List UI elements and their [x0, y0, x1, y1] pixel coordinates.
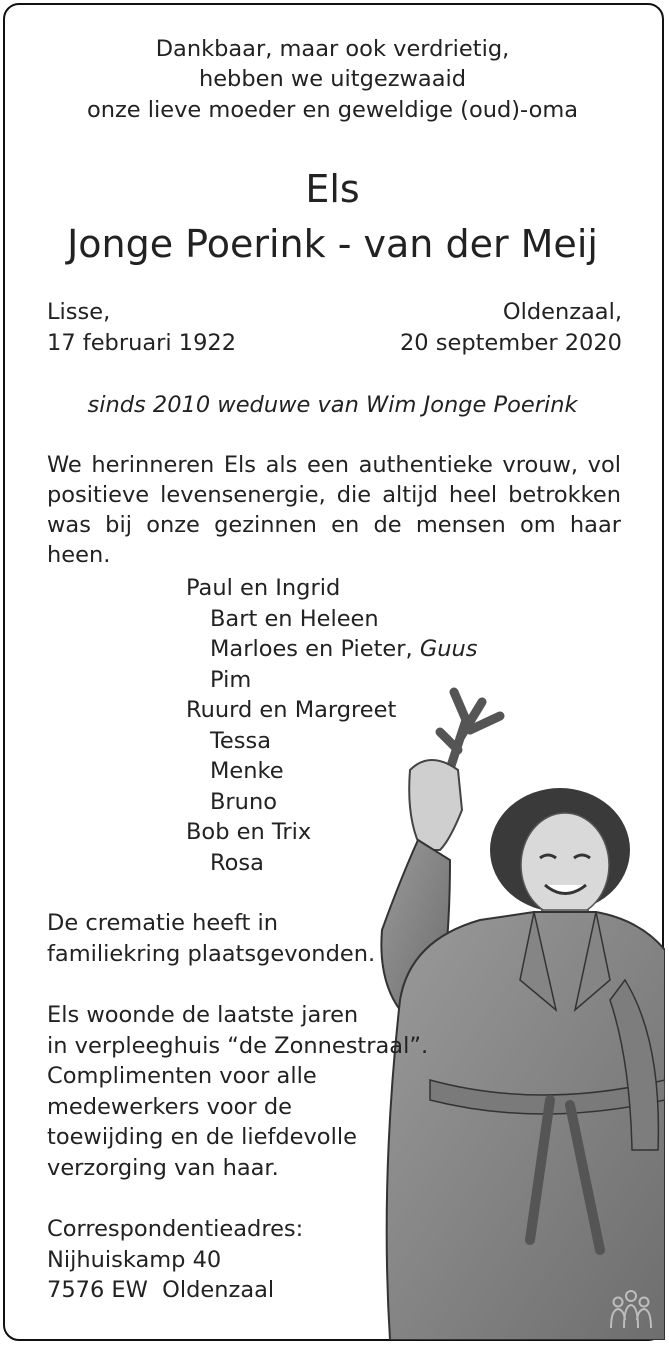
care-line-5: toewijding en de liefdevolle: [47, 1124, 357, 1150]
family-line: Pim: [210, 667, 252, 693]
family-line: Paul en Ingrid: [186, 575, 341, 601]
family-line: Ruurd en Margreet: [186, 697, 397, 723]
full-name: Jonge Poerink - van der Meij: [67, 222, 598, 266]
birth-place: Lisse,: [47, 299, 111, 325]
cremation-line-2: familiekring plaatsgevonden.: [47, 941, 376, 967]
correspondence-city: 7576 EW Oldenzaal: [47, 1277, 275, 1303]
death-date: 20 september 2020: [399, 330, 622, 356]
intro-line-1: Dankbaar, maar ook verdrietig,: [155, 36, 510, 62]
care-line-2: in verpleeghuis “de Zonnestraal”.: [47, 1033, 429, 1059]
death-place: Oldenzaal,: [502, 299, 622, 325]
family-name-italic: Guus: [419, 636, 478, 662]
cremation-line-1: De crematie heeft in: [47, 910, 279, 936]
correspondence-label: Correspondentieadres:: [47, 1216, 304, 1242]
intro-line-3: onze lieve moeder en geweldige (oud)-oma: [86, 97, 579, 123]
woman-waving-photo: [370, 680, 665, 1340]
care-line-4: medewerkers voor de: [47, 1094, 292, 1120]
family-line: Tessa: [210, 728, 271, 754]
care-line-6: verzorging van haar.: [47, 1155, 279, 1181]
correspondence-street: Nijhuiskamp 40: [47, 1247, 222, 1273]
birth-date: 17 februari 1922: [47, 330, 237, 356]
first-name: Els: [305, 167, 360, 211]
family-line: Bob en Trix: [186, 819, 312, 845]
care-line-1: Els woonde de laatste jaren: [47, 1002, 359, 1028]
family-line: Bruno: [210, 789, 277, 815]
family-line: Rosa: [210, 850, 264, 876]
family-line: Bart en Heleen: [210, 606, 379, 632]
people-group-icon: [606, 1288, 656, 1332]
intro-line-2: hebben we uitgezwaaid: [198, 66, 467, 92]
remembrance-paragraph: We herinneren Els als een authentieke vrouw, vol positieve levensenergie, die altijd heel betrokken was bij onze gezinnen en de mensen om haar heen.: [47, 452, 621, 568]
family-line-with-guus: [210, 634, 478, 664]
family-line: Menke: [210, 758, 284, 784]
family-name: Marloes en Pieter,: [210, 636, 413, 662]
widow-line: sinds 2010 weduwe van Wim Jonge Poerink: [87, 392, 578, 418]
care-line-3: Complimenten voor alle: [47, 1063, 317, 1089]
